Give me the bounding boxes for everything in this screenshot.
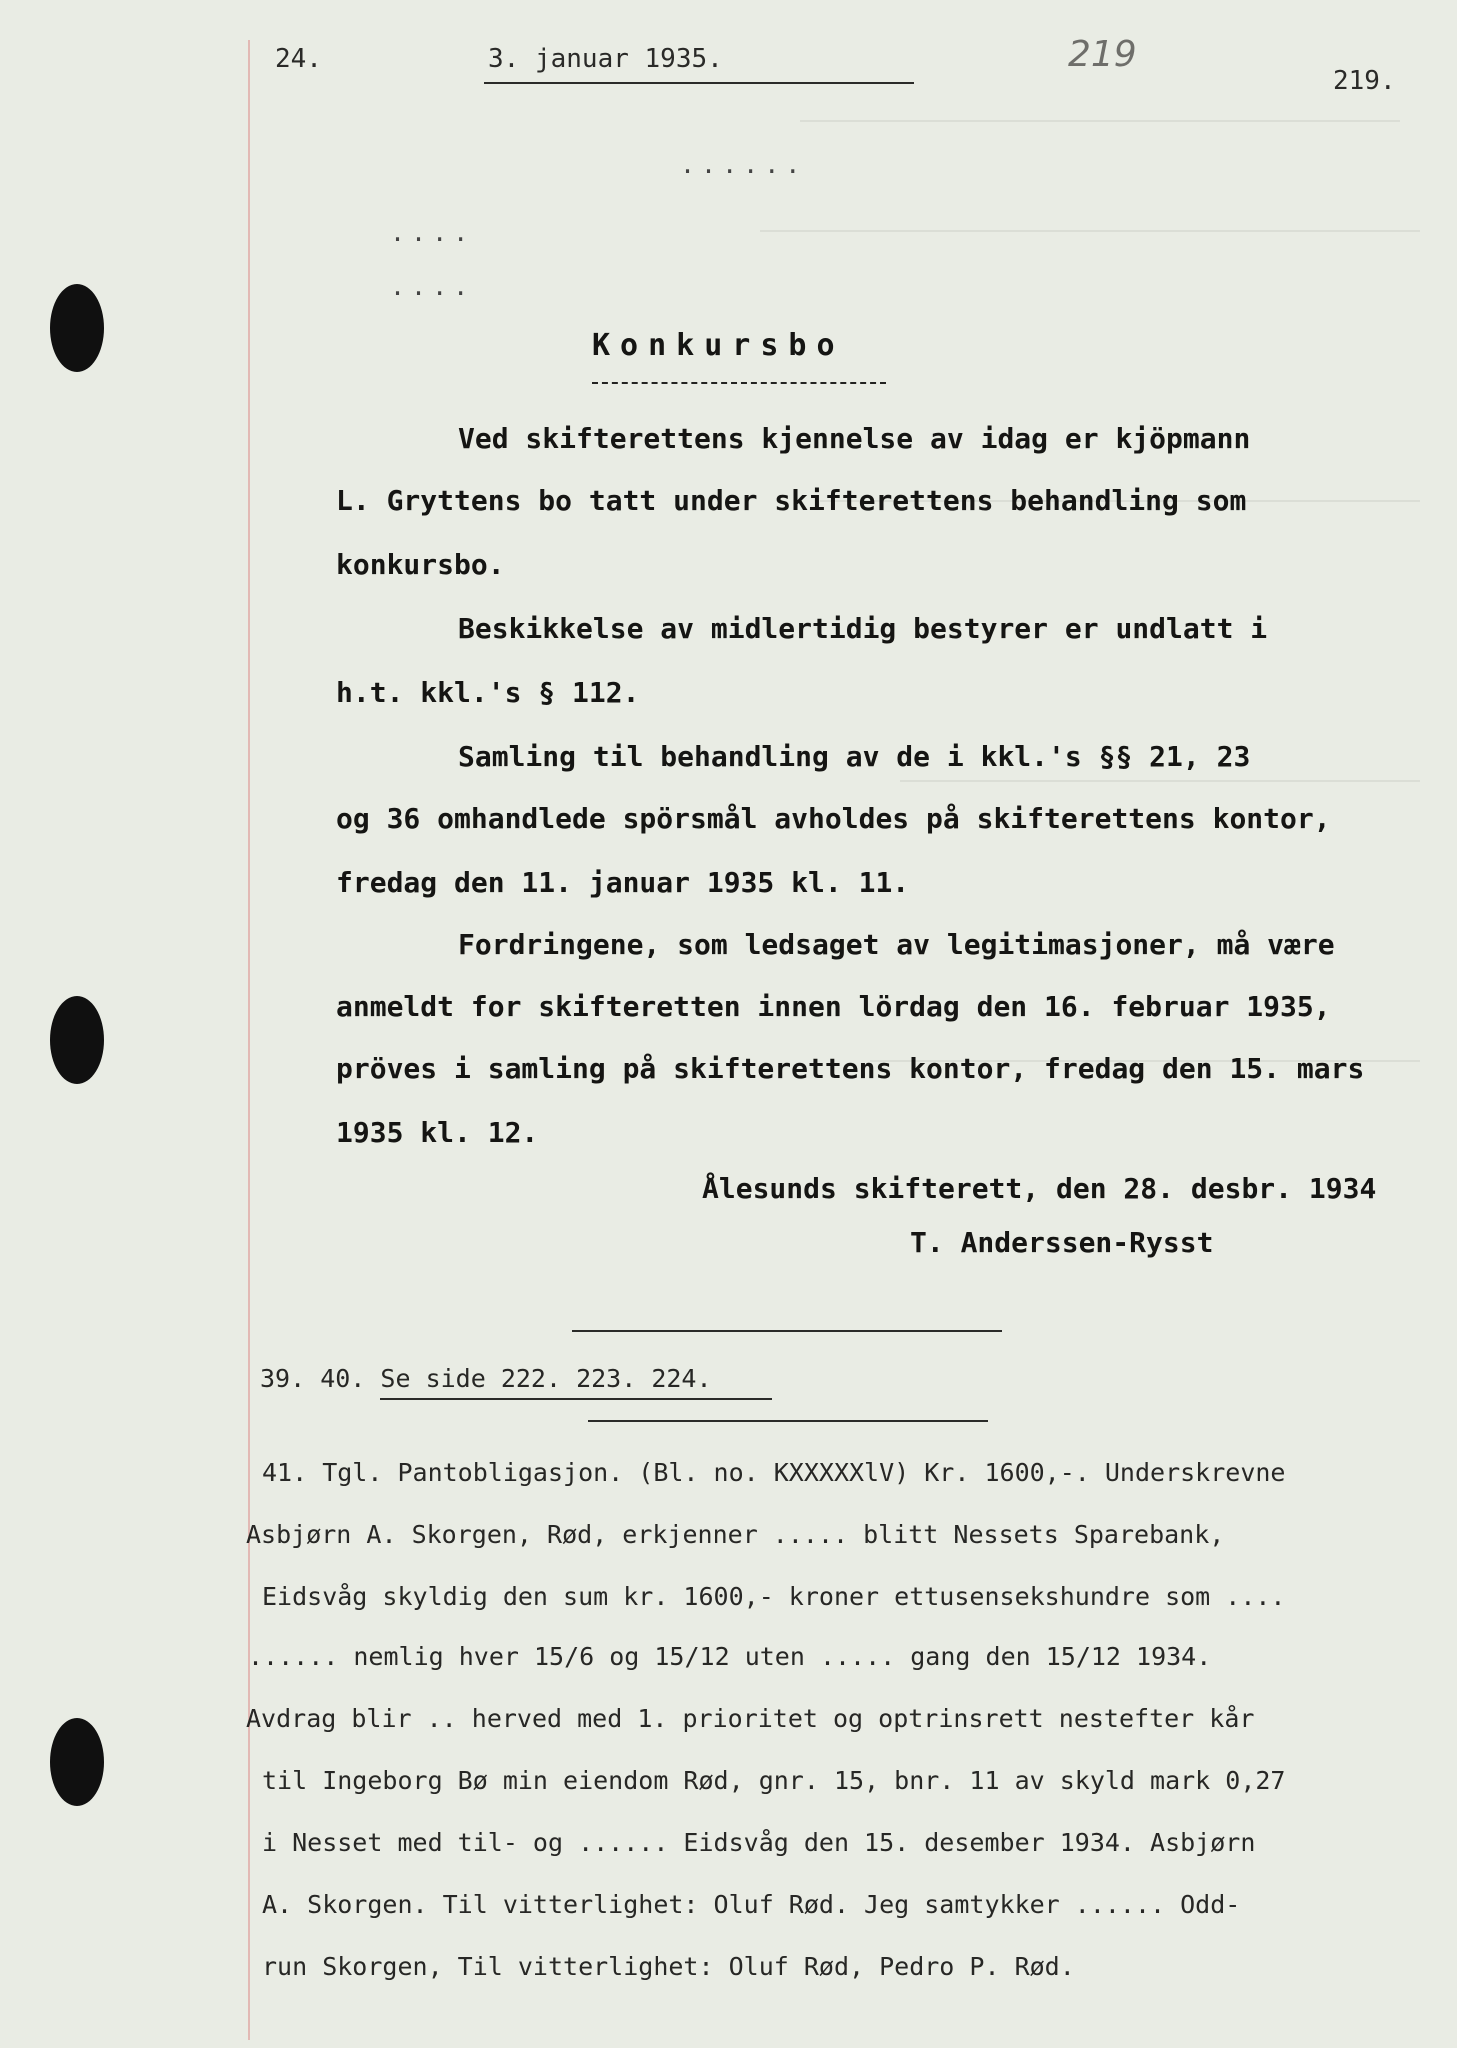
bleed-through: [760, 230, 1420, 232]
page-number-left: 24.: [275, 44, 322, 74]
paragraph-line: og 36 omhandlede spörsmål avholdes på skifterettens kontor,: [336, 802, 1331, 835]
paragraph-line: 1935 kl. 12.: [336, 1116, 539, 1149]
paragraph-line: Beskikkelse av midlertidig bestyrer er undlatt i: [458, 612, 1268, 645]
paragraph-line: fredag den 11. januar 1935 kl. 11.: [336, 866, 910, 899]
entry-41-line: run Skorgen, Til vitterlighet: Oluf Rød, Pedro P. Rød.: [262, 1952, 1075, 1981]
ellipsis: ....: [390, 272, 475, 301]
entry-41-line: ...... nemlig hver 15/6 og 15/12 uten ..... gang den 15/12 1934.: [248, 1642, 1212, 1671]
paragraph-line: Ved skifterettens kjennelse av idag er kjöpmann: [458, 422, 1251, 455]
entry-41-line: Avdrag blir .. herved med 1. prioritet og optrinsrett nestefter kår: [246, 1704, 1255, 1733]
page-date: 3. januar 1935.: [488, 44, 723, 74]
signature: T. Anderssen-Rysst: [910, 1226, 1214, 1259]
title-underline: [592, 382, 886, 384]
section-title: Konkursbo: [592, 328, 845, 363]
paragraph-line: anmeldt for skifteretten innen lördag den 16. februar 1935,: [336, 990, 1331, 1023]
pencil-page-number: 219: [1068, 34, 1137, 75]
paragraph-line: h.t. kkl.'s § 112.: [336, 676, 640, 709]
ellipsis: ....: [390, 218, 475, 247]
entry-41-line: i Nesset med til- og ...... Eidsvåg den 15. desember 1934. Asbjørn: [262, 1828, 1256, 1857]
place-date: Ålesunds skifterett, den 28. desbr. 1934: [702, 1172, 1377, 1205]
paragraph-line: Fordringene, som ledsaget av legitimasjoner, må være: [458, 928, 1335, 961]
entry-underline: [380, 1398, 772, 1400]
entry-41-line: A. Skorgen. Til vitterlighet: Oluf Rød. Jeg samtykker ...... Odd-: [262, 1890, 1241, 1919]
entry-41-line: Eidsvåg skyldig den sum kr. 1600,- kroner ettusensekshundre som ....: [262, 1582, 1286, 1611]
punch-hole: [50, 996, 104, 1084]
date-underline: [484, 82, 914, 84]
margin-line: [248, 40, 250, 2040]
entry-41-line: 41. Tgl. Pantobligasjon. (Bl. no. KXXXXXlV) Kr. 1600,-. Underskrevne: [262, 1458, 1286, 1487]
punch-hole: [50, 1718, 104, 1806]
paragraph-line: pröves i samling på skifterettens kontor, fredag den 15. mars: [336, 1052, 1365, 1085]
entry-41-line: til Ingeborg Bø min eiendom Rød, gnr. 15, bnr. 11 av skyld mark 0,27: [262, 1766, 1286, 1795]
bleed-through: [800, 120, 1400, 122]
bleed-through: [900, 780, 1420, 782]
paragraph-line: Samling til behandling av de i kkl.'s §§ 21, 23: [458, 740, 1251, 773]
entry-41-line: Asbjørn A. Skorgen, Rød, erkjenner ..... blitt Nessets Sparebank,: [246, 1520, 1225, 1549]
section-divider: [572, 1330, 1002, 1332]
page-number-right: 219.: [1333, 66, 1396, 96]
entry-39-40: 39. 40. Se side 222. 223. 224.: [260, 1364, 712, 1393]
section-divider: [588, 1420, 988, 1422]
punch-hole: [50, 284, 104, 372]
paragraph-line: konkursbo.: [336, 548, 505, 581]
ellipsis: ......: [680, 150, 807, 179]
paragraph-line: L. Gryttens bo tatt under skifterettens behandling som: [336, 484, 1247, 517]
